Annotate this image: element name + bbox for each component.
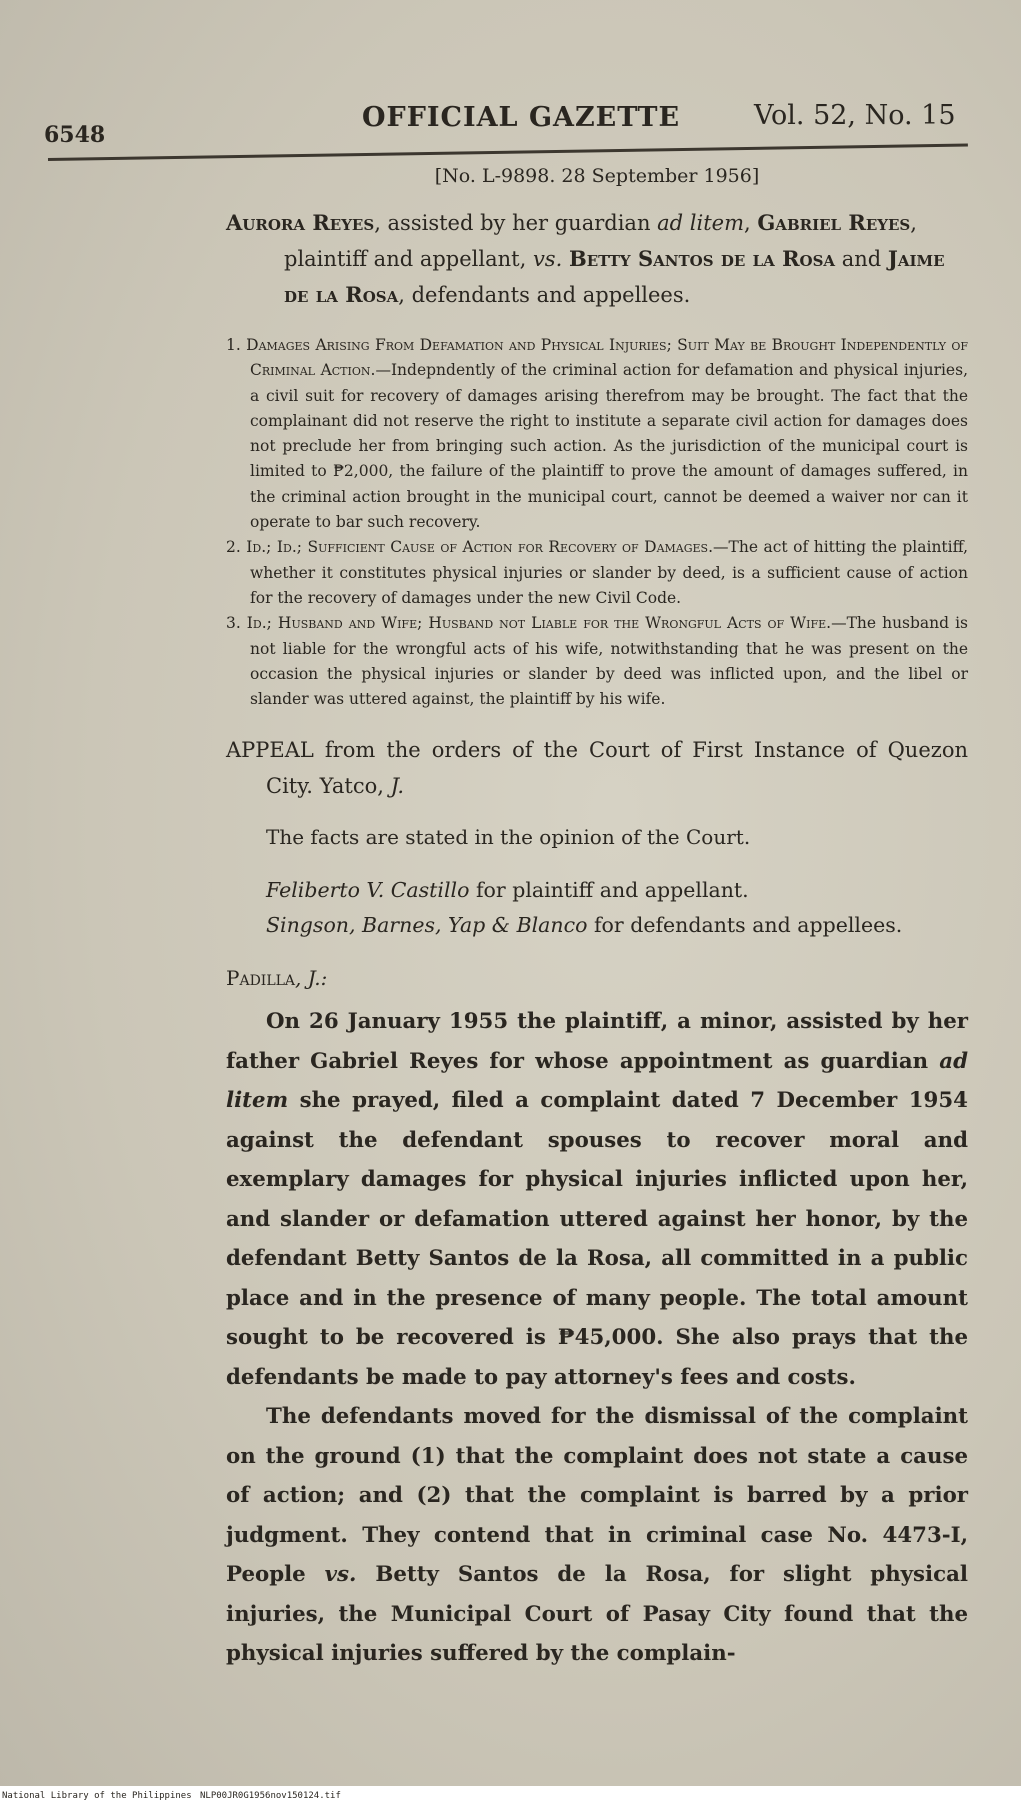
opinion-segment: she prayed, filed a complaint dated 7 December 1954 against the defendant spouses to recover moral and exemplary damages for physical injuries inflicted upon her, and slander or defamation uttered against her honor, by the defendant Betty Santos de la Rosa, all committed in a public place and in the presence of many people. The total amount sought to be recovered is ₱45,000. She also prays that the defendants be made to pay attorney's fees and costs. bbox=[226, 1088, 968, 1390]
defendant-counsel bbox=[226, 908, 968, 943]
syllabus-text: —Indepndently of the criminal action for defamation and physical injuries, a civil suit for recovery of damages arising therefrom may be brought. The fact that the complainant did not reserve the right to institute a separate civil action for damages does not preclude her from bringing such action. As the jurisdiction of the municipal court is limited to ₱2,000, the failure of the plaintiff to prove the amount of damages suffered, in the criminal action brought in the municipal court, cannot be deemed a waiver nor can it operate to bar such recovery. bbox=[250, 361, 968, 532]
opinion-judge-name: Padilla bbox=[226, 966, 296, 991]
syllabus-text: —The act of hitting the plaintiff, whether it constitutes physical injuries or slander by deed, is a sufficient cause of action for the recovery of damages under the new Civil Code. bbox=[250, 538, 969, 607]
party-segment bbox=[562, 247, 569, 271]
appeal-judge: J. bbox=[390, 774, 405, 799]
party-segment: , assisted by her guardian bbox=[374, 211, 658, 235]
plaintiff-counsel bbox=[226, 873, 968, 908]
syllabus-item bbox=[226, 535, 968, 611]
syllabus-item bbox=[226, 611, 968, 712]
appeal-lead: APPEAL bbox=[226, 738, 314, 763]
party-segment: , defendants and appellees. bbox=[398, 283, 691, 307]
party-segment: ad litem bbox=[657, 211, 745, 235]
party-segment: , bbox=[744, 211, 758, 235]
opinion-segment: On 26 January 1955 the plaintiff, a minor, assisted by her father Gabriel Reyes for whose appointment as guardian bbox=[226, 1009, 968, 1074]
opinion-paragraph bbox=[226, 1397, 968, 1674]
appeal-statement bbox=[226, 732, 968, 804]
facts-statement: The facts are stated in the opinion of the Court. bbox=[266, 825, 751, 850]
plaintiff-counsel-role: for plaintiff and appellant. bbox=[469, 878, 749, 903]
party-segment: Aurora Reyes bbox=[226, 210, 375, 235]
opinion-segment: vs. bbox=[324, 1562, 357, 1588]
opinion-segment: ad litem bbox=[226, 1048, 968, 1114]
case-parties bbox=[226, 205, 968, 313]
scan-footer bbox=[0, 1786, 1021, 1808]
opinion-segment: The defendants moved for the dismissal of the complaint on the ground (1) that the complaint does not state a cause of action; and (2) that the complaint is barred by a prior judgment. They contend that in criminal case No. 4473-I, People bbox=[226, 1404, 968, 1588]
syllabus-heading: 2. Id.; Id.; Sufficient Cause of Action for Recovery of Damages. bbox=[226, 538, 714, 557]
page-header bbox=[0, 98, 1021, 148]
page-number: 6548 bbox=[44, 122, 106, 148]
opinion-paragraph bbox=[226, 1002, 968, 1397]
party-segment: , plaintiff and appellant, bbox=[284, 211, 917, 271]
party-segment: vs. bbox=[532, 247, 563, 271]
syllabus-text: —The husband is not liable for the wrongful acts of his wife, notwithstanding that he was present on the occasion the physical injuries or slander by deed was inflicted upon, and the libel or slander was uttered against, the plaintiff by his wife. bbox=[250, 614, 969, 709]
opinion-author bbox=[226, 961, 968, 996]
party-segment: and bbox=[835, 247, 888, 271]
syllabus-heading: 1. Damages Arising From Defamation and Physical Injuries; Suit May be Brought Independently of Criminal Action. bbox=[226, 336, 968, 380]
footer-file: NLP00JR0G1956nov150124.tif bbox=[200, 1791, 341, 1801]
opinion-judge-suffix: , J.: bbox=[295, 966, 328, 991]
footer-library: National Library of the Philippines bbox=[2, 1791, 192, 1801]
opinion-segment: Betty Santos de la Rosa, for slight physical injuries, the Municipal Court of Pasay City found that the physical injuries suffered by the complain- bbox=[226, 1562, 968, 1667]
syllabus-heading: 3. Id.; Husband and Wife; Husband not Liable for the Wrongful Acts of Wife. bbox=[226, 614, 832, 633]
party-segment: Gabriel Reyes bbox=[757, 210, 911, 235]
syllabus-list bbox=[226, 333, 968, 712]
volume-number: Vol. 52, No. 15 bbox=[754, 100, 956, 131]
party-segment: Betty Santos de la Rosa bbox=[568, 246, 836, 271]
syllabus-item bbox=[226, 333, 968, 535]
publication-title: OFFICIAL GAZETTE bbox=[362, 102, 681, 133]
case-content bbox=[226, 165, 968, 1674]
party-segment: Jaime de la Rosa bbox=[284, 246, 945, 307]
case-number: [No. L-9898. 28 September 1956] bbox=[434, 165, 760, 187]
defendant-counsel-role: for defendants and appellees. bbox=[587, 913, 903, 938]
appeal-text: from the orders of the Court of First Instance of Quezon City. Yatco, bbox=[266, 738, 968, 799]
defendant-counsel-name: Singson, Barnes, Yap & Blanco bbox=[266, 913, 588, 938]
plaintiff-counsel-name: Feliberto V. Castillo bbox=[266, 878, 470, 903]
